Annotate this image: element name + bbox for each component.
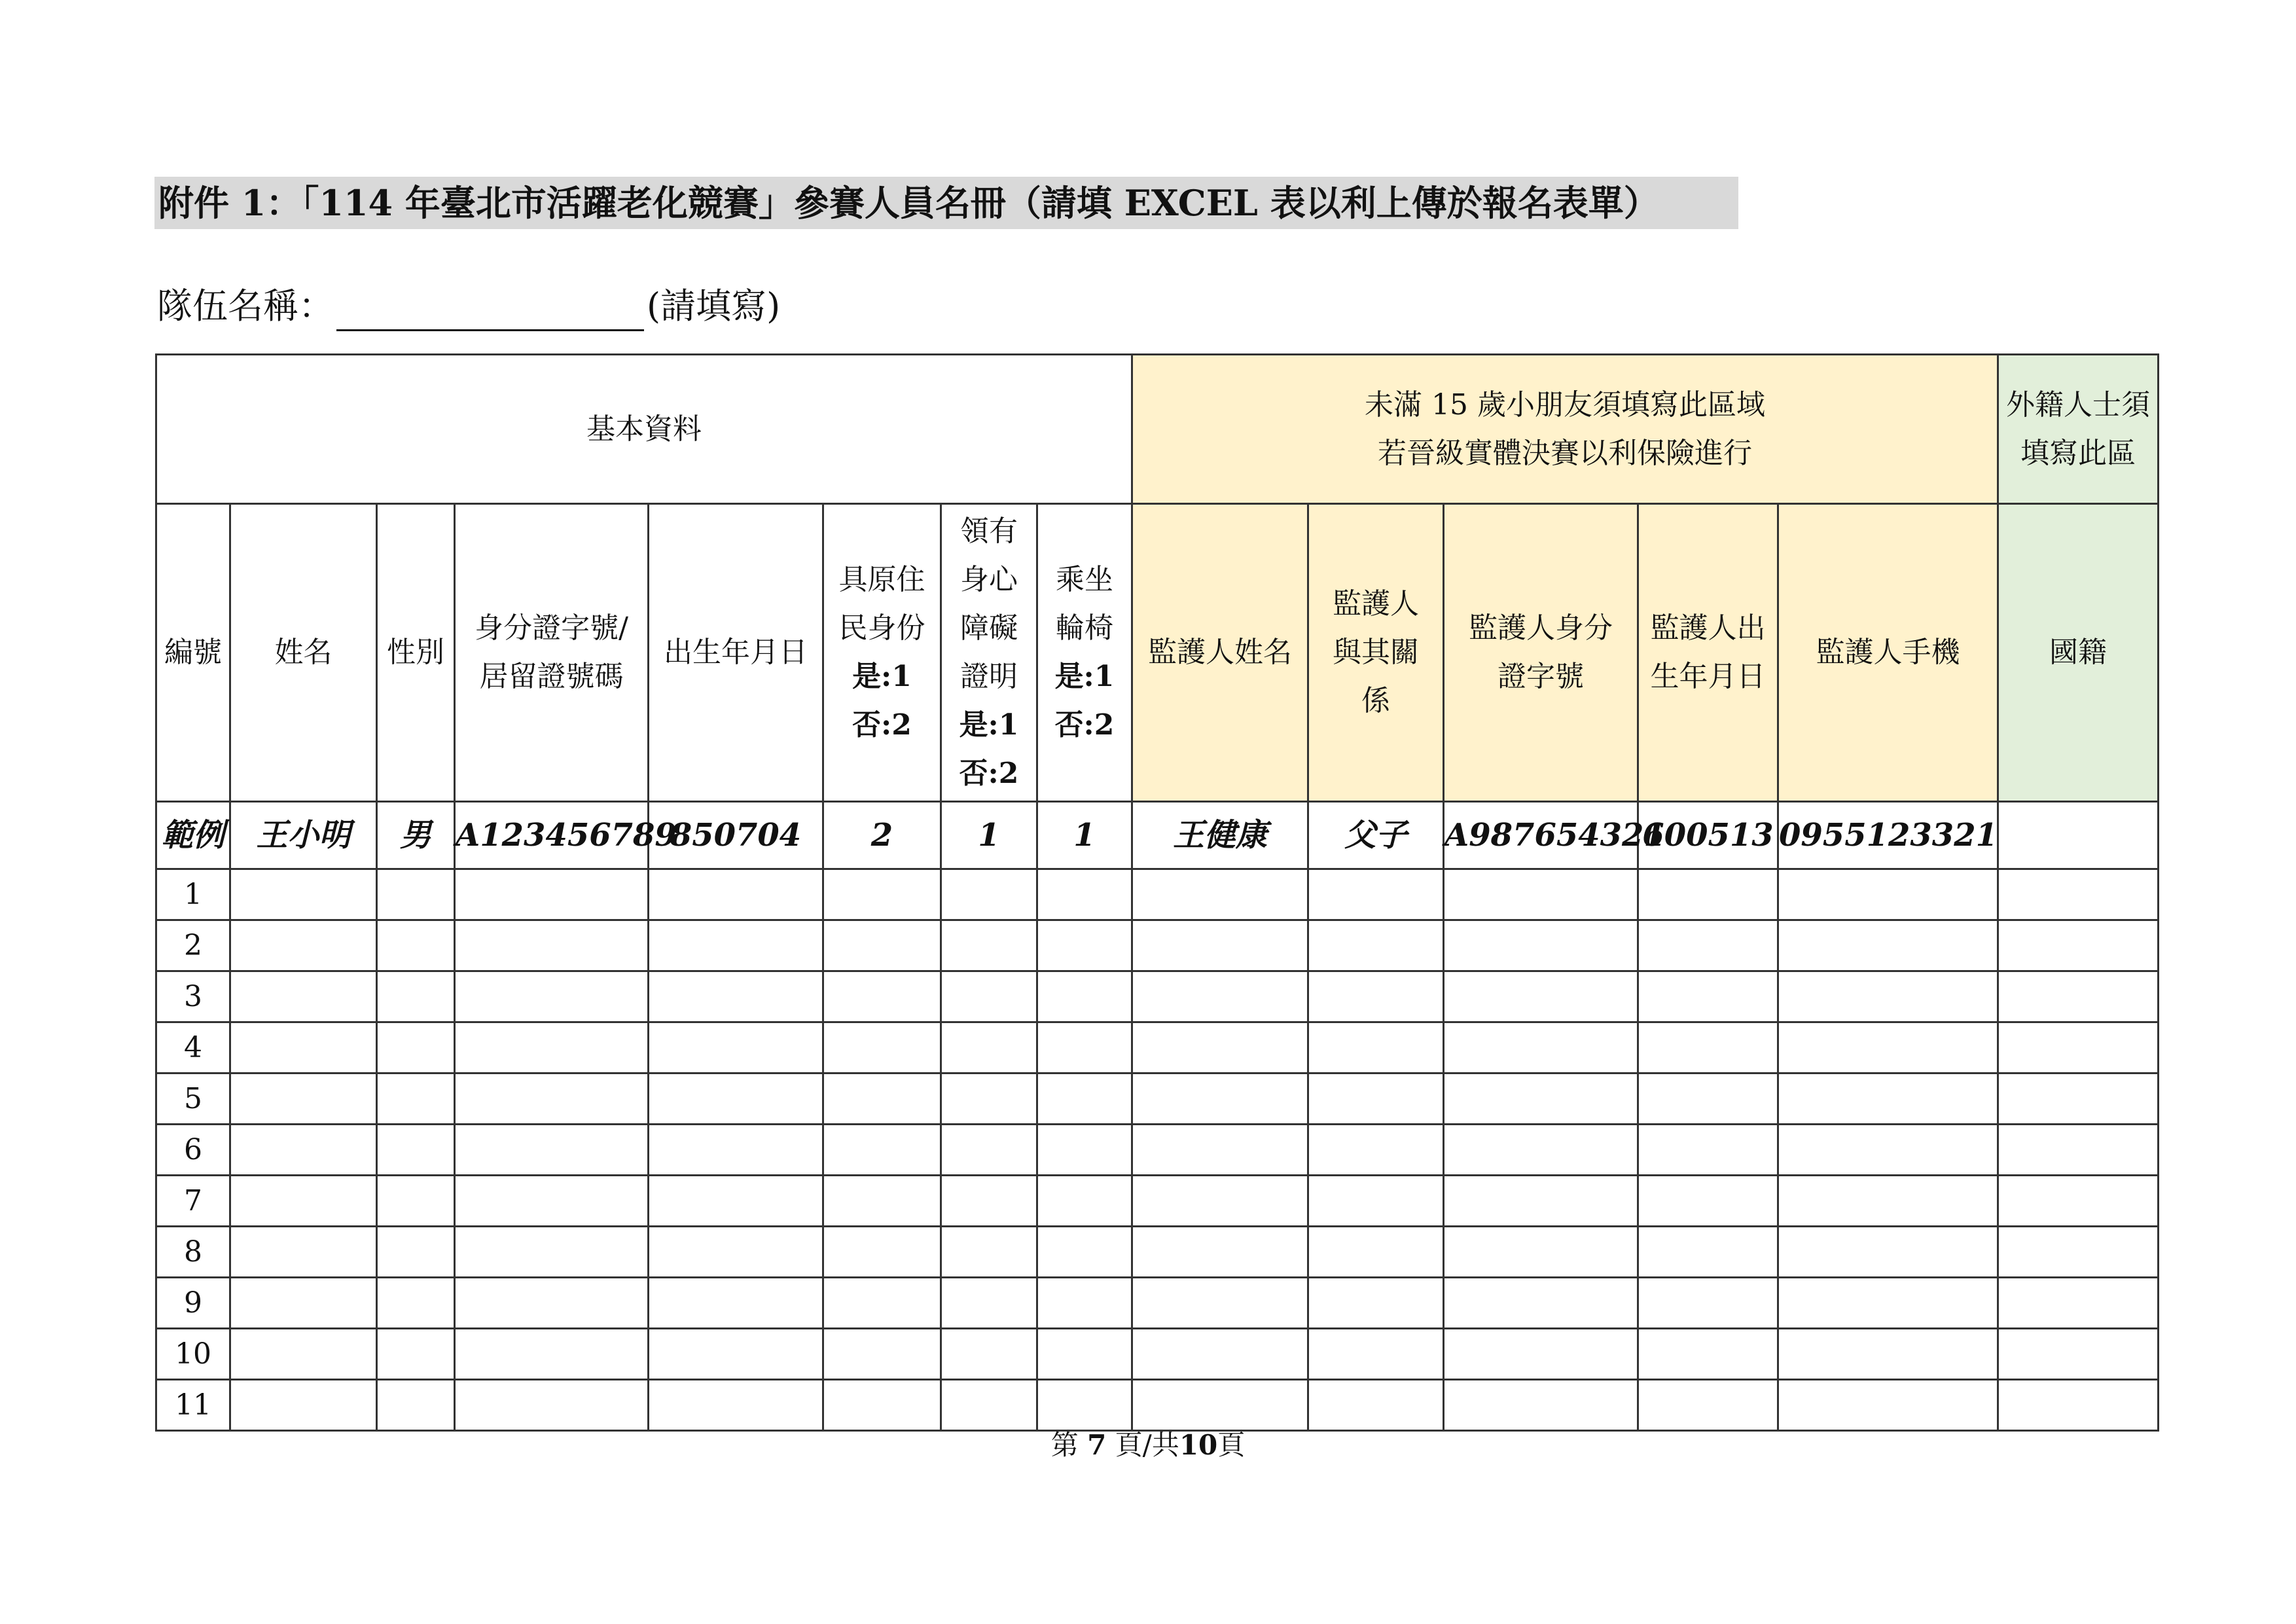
entry-cell[interactable] bbox=[649, 1176, 823, 1227]
entry-cell[interactable] bbox=[823, 1278, 941, 1329]
footer-middle: 頁/共 bbox=[1115, 1429, 1179, 1461]
entry-cell[interactable] bbox=[941, 1380, 1037, 1431]
entry-cell[interactable] bbox=[230, 920, 377, 971]
entry-cell[interactable] bbox=[1998, 971, 2159, 1022]
entry-cell[interactable] bbox=[1998, 1176, 2159, 1227]
entry-cell[interactable] bbox=[1132, 1329, 1308, 1380]
table-row bbox=[156, 971, 2159, 1022]
table-row bbox=[156, 1278, 2159, 1329]
entry-cell[interactable] bbox=[1037, 1176, 1132, 1227]
page-footer bbox=[0, 1426, 2296, 1465]
entry-cell[interactable] bbox=[377, 1278, 455, 1329]
entry-cell[interactable] bbox=[1778, 1125, 1998, 1176]
entry-cell[interactable] bbox=[377, 1125, 455, 1176]
entry-cell[interactable] bbox=[1308, 1278, 1444, 1329]
entry-cell[interactable] bbox=[649, 1329, 823, 1380]
entry-cell[interactable] bbox=[1444, 1125, 1638, 1176]
entry-cell[interactable] bbox=[823, 971, 941, 1022]
team-name-line bbox=[157, 281, 780, 331]
entry-cell[interactable] bbox=[1778, 1227, 1998, 1278]
example-name: 王小明 bbox=[230, 802, 377, 869]
row-number: 4 bbox=[156, 1022, 230, 1074]
group-header-row bbox=[156, 355, 2159, 504]
group-minor-line1: 未滿 15 歲小朋友須填寫此區域 bbox=[1365, 388, 1765, 422]
example-wheelchair: 1 bbox=[1037, 802, 1132, 869]
entry-cell[interactable] bbox=[1037, 1278, 1132, 1329]
entry-cell[interactable] bbox=[377, 869, 455, 920]
entry-cell[interactable] bbox=[1998, 920, 2159, 971]
entry-cell[interactable] bbox=[1638, 1278, 1778, 1329]
entry-cell[interactable] bbox=[1638, 1329, 1778, 1380]
entry-cell[interactable] bbox=[1444, 971, 1638, 1022]
entry-cell[interactable] bbox=[1037, 1227, 1132, 1278]
entry-cell[interactable] bbox=[1037, 869, 1132, 920]
entry-cell[interactable] bbox=[1998, 1125, 2159, 1176]
entry-cell[interactable] bbox=[1132, 869, 1308, 920]
entry-cell[interactable] bbox=[1998, 1074, 2159, 1125]
example-no: 範例 bbox=[156, 802, 230, 869]
group-minor bbox=[1132, 355, 1998, 504]
entry-cell[interactable] bbox=[1308, 869, 1444, 920]
col-birth: 出生年月日 bbox=[649, 504, 823, 802]
entry-cell[interactable] bbox=[230, 1329, 377, 1380]
table-row bbox=[156, 1380, 2159, 1431]
entry-cell[interactable] bbox=[1308, 920, 1444, 971]
col-wheelchair: 乘坐 輪椅 是:1 否:2 bbox=[1037, 504, 1132, 802]
col-guardian-id: 監護人身分 證字號 bbox=[1444, 504, 1638, 802]
entry-cell[interactable] bbox=[1778, 1278, 1998, 1329]
example-guardian-id: A987654321 bbox=[1444, 802, 1638, 869]
entry-cell[interactable] bbox=[230, 1380, 377, 1431]
entry-cell[interactable] bbox=[1132, 971, 1308, 1022]
entry-cell[interactable] bbox=[1132, 1380, 1308, 1431]
entry-cell[interactable] bbox=[377, 1074, 455, 1125]
entry-cell[interactable] bbox=[823, 1176, 941, 1227]
row-number: 11 bbox=[156, 1380, 230, 1431]
entry-cell[interactable] bbox=[1037, 1022, 1132, 1074]
entry-cell[interactable] bbox=[230, 1227, 377, 1278]
entry-cell[interactable] bbox=[455, 1380, 649, 1431]
row-number: 1 bbox=[156, 869, 230, 920]
entry-cell[interactable] bbox=[230, 1176, 377, 1227]
entry-cell[interactable] bbox=[1308, 1125, 1444, 1176]
entry-cell[interactable] bbox=[941, 1227, 1037, 1278]
entry-cell[interactable] bbox=[1778, 1380, 1998, 1431]
group-basic: 基本資料 bbox=[156, 355, 1132, 504]
example-row bbox=[156, 802, 2159, 869]
entry-cell[interactable] bbox=[649, 1380, 823, 1431]
entry-cell[interactable] bbox=[1308, 1022, 1444, 1074]
entry-cell[interactable] bbox=[1132, 1022, 1308, 1074]
col-gender: 性別 bbox=[377, 504, 455, 802]
table-row bbox=[156, 1227, 2159, 1278]
entry-cell[interactable] bbox=[455, 869, 649, 920]
entry-cell[interactable] bbox=[823, 1329, 941, 1380]
entry-cell[interactable] bbox=[1132, 1278, 1308, 1329]
entry-cell[interactable] bbox=[649, 1074, 823, 1125]
row-number: 5 bbox=[156, 1074, 230, 1125]
footer-page: 7 bbox=[1087, 1429, 1107, 1461]
entry-cell[interactable] bbox=[377, 1176, 455, 1227]
entry-cell[interactable] bbox=[1037, 1329, 1132, 1380]
example-id: A123456789 bbox=[455, 802, 649, 869]
footer-suffix: 頁 bbox=[1217, 1429, 1246, 1461]
entry-cell[interactable] bbox=[230, 1278, 377, 1329]
document-title: 附件 1：「114 年臺北市活躍老化競賽」參賽人員名冊（請填 EXCEL 表以利上傳於報名表單） bbox=[154, 177, 1738, 229]
entry-cell[interactable] bbox=[1998, 1278, 2159, 1329]
roster-table bbox=[155, 353, 2159, 1432]
entry-cell[interactable] bbox=[455, 1074, 649, 1125]
example-guardian-relation: 父子 bbox=[1308, 802, 1444, 869]
entry-cell[interactable] bbox=[1037, 1074, 1132, 1125]
table-row bbox=[156, 869, 2159, 920]
entry-cell[interactable] bbox=[1444, 1022, 1638, 1074]
entry-cell[interactable] bbox=[455, 1125, 649, 1176]
entry-cell[interactable] bbox=[823, 920, 941, 971]
example-birth: 850704 bbox=[649, 802, 823, 869]
entry-cell[interactable] bbox=[455, 971, 649, 1022]
entry-cell[interactable] bbox=[649, 1278, 823, 1329]
entry-cell[interactable] bbox=[1638, 1125, 1778, 1176]
entry-cell[interactable] bbox=[1308, 1329, 1444, 1380]
entry-cell[interactable] bbox=[1308, 1074, 1444, 1125]
entry-cell[interactable] bbox=[1778, 869, 1998, 920]
example-nationality bbox=[1998, 802, 2159, 869]
entry-cell[interactable] bbox=[1638, 1227, 1778, 1278]
entry-cell[interactable] bbox=[941, 1022, 1037, 1074]
row-number: 9 bbox=[156, 1278, 230, 1329]
col-disability: 領有 身心 障礙 證明 是:1 否:2 bbox=[941, 504, 1037, 802]
entry-cell[interactable] bbox=[377, 1380, 455, 1431]
entry-cell[interactable] bbox=[1638, 1022, 1778, 1074]
entry-cell[interactable] bbox=[377, 1329, 455, 1380]
table-row bbox=[156, 1022, 2159, 1074]
row-number: 10 bbox=[156, 1329, 230, 1380]
entry-cell[interactable] bbox=[649, 920, 823, 971]
row-number: 6 bbox=[156, 1125, 230, 1176]
entry-cell[interactable] bbox=[1132, 1125, 1308, 1176]
entry-cell[interactable] bbox=[1998, 1380, 2159, 1431]
row-number: 3 bbox=[156, 971, 230, 1022]
entry-cell[interactable] bbox=[1132, 1074, 1308, 1125]
entry-cell[interactable] bbox=[1778, 920, 1998, 971]
entry-cell[interactable] bbox=[1308, 1176, 1444, 1227]
entry-cell[interactable] bbox=[941, 1074, 1037, 1125]
table-row bbox=[156, 1176, 2159, 1227]
entry-rows bbox=[156, 869, 2159, 1431]
entry-cell[interactable] bbox=[823, 1125, 941, 1176]
entry-cell[interactable] bbox=[823, 869, 941, 920]
entry-cell[interactable] bbox=[823, 1074, 941, 1125]
entry-cell[interactable] bbox=[649, 971, 823, 1022]
row-number: 2 bbox=[156, 920, 230, 971]
entry-cell[interactable] bbox=[377, 920, 455, 971]
team-name-label: 隊伍名稱： bbox=[157, 285, 334, 327]
entry-cell[interactable] bbox=[1778, 1022, 1998, 1074]
entry-cell[interactable] bbox=[230, 1125, 377, 1176]
entry-cell[interactable] bbox=[941, 869, 1037, 920]
entry-cell[interactable] bbox=[230, 869, 377, 920]
entry-cell[interactable] bbox=[455, 1278, 649, 1329]
entry-cell[interactable] bbox=[1444, 1278, 1638, 1329]
entry-cell[interactable] bbox=[1308, 1380, 1444, 1431]
entry-cell[interactable] bbox=[823, 1227, 941, 1278]
col-no: 編號 bbox=[156, 504, 230, 802]
entry-cell[interactable] bbox=[1132, 1176, 1308, 1227]
entry-cell[interactable] bbox=[941, 1176, 1037, 1227]
entry-cell[interactable] bbox=[1638, 920, 1778, 971]
entry-cell[interactable] bbox=[823, 1380, 941, 1431]
entry-cell[interactable] bbox=[1998, 1329, 2159, 1380]
entry-cell[interactable] bbox=[1444, 1176, 1638, 1227]
entry-cell[interactable] bbox=[941, 1329, 1037, 1380]
entry-cell[interactable] bbox=[1778, 1074, 1998, 1125]
entry-cell[interactable] bbox=[1444, 1380, 1638, 1431]
entry-cell[interactable] bbox=[1638, 1380, 1778, 1431]
entry-cell[interactable] bbox=[455, 1176, 649, 1227]
entry-cell[interactable] bbox=[377, 1227, 455, 1278]
entry-cell[interactable] bbox=[1037, 1125, 1132, 1176]
row-number: 8 bbox=[156, 1227, 230, 1278]
entry-cell[interactable] bbox=[1308, 971, 1444, 1022]
example-disability: 1 bbox=[941, 802, 1037, 869]
entry-cell[interactable] bbox=[1778, 1329, 1998, 1380]
table-row bbox=[156, 1074, 2159, 1125]
footer-total: 10 bbox=[1179, 1429, 1218, 1461]
example-guardian-birth: 600513 bbox=[1638, 802, 1778, 869]
entry-cell[interactable] bbox=[230, 971, 377, 1022]
team-name-blank[interactable] bbox=[336, 293, 644, 331]
entry-cell[interactable] bbox=[941, 1278, 1037, 1329]
entry-cell[interactable] bbox=[941, 1125, 1037, 1176]
entry-cell[interactable] bbox=[1037, 971, 1132, 1022]
entry-cell[interactable] bbox=[649, 1125, 823, 1176]
example-indigenous: 2 bbox=[823, 802, 941, 869]
col-guardian-name: 監護人姓名 bbox=[1132, 504, 1308, 802]
entry-cell[interactable] bbox=[1638, 869, 1778, 920]
entry-cell[interactable] bbox=[1132, 1227, 1308, 1278]
entry-cell[interactable] bbox=[1998, 869, 2159, 920]
entry-cell[interactable] bbox=[1132, 920, 1308, 971]
entry-cell[interactable] bbox=[1308, 1227, 1444, 1278]
group-minor-line2: 若晉級實體決賽以利保險進行 bbox=[1378, 436, 1753, 470]
table-row bbox=[156, 1329, 2159, 1380]
team-name-hint: (請填寫) bbox=[647, 285, 781, 327]
entry-cell[interactable] bbox=[455, 920, 649, 971]
entry-cell[interactable] bbox=[649, 1022, 823, 1074]
entry-cell[interactable] bbox=[649, 1227, 823, 1278]
entry-cell[interactable] bbox=[1638, 1074, 1778, 1125]
col-guardian-birth: 監護人出 生年月日 bbox=[1638, 504, 1778, 802]
entry-cell[interactable] bbox=[941, 971, 1037, 1022]
entry-cell[interactable] bbox=[941, 920, 1037, 971]
table-row bbox=[156, 1125, 2159, 1176]
table-row bbox=[156, 920, 2159, 971]
footer-prefix: 第 bbox=[1050, 1429, 1079, 1461]
entry-cell[interactable] bbox=[1444, 1329, 1638, 1380]
entry-cell[interactable] bbox=[823, 1022, 941, 1074]
entry-cell[interactable] bbox=[1444, 920, 1638, 971]
col-name: 姓名 bbox=[230, 504, 377, 802]
entry-cell[interactable] bbox=[1444, 1074, 1638, 1125]
example-gender: 男 bbox=[377, 802, 455, 869]
entry-cell[interactable] bbox=[1998, 1022, 2159, 1074]
col-indigenous: 具原住 民身份 是:1 否:2 bbox=[823, 504, 941, 802]
entry-cell[interactable] bbox=[1998, 1227, 2159, 1278]
entry-cell[interactable] bbox=[377, 1022, 455, 1074]
col-nationality: 國籍 bbox=[1998, 504, 2159, 802]
entry-cell[interactable] bbox=[1778, 971, 1998, 1022]
entry-cell[interactable] bbox=[455, 1022, 649, 1074]
entry-cell[interactable] bbox=[1778, 1176, 1998, 1227]
entry-cell[interactable] bbox=[1638, 971, 1778, 1022]
entry-cell[interactable] bbox=[1037, 1380, 1132, 1431]
entry-cell[interactable] bbox=[230, 1022, 377, 1074]
entry-cell[interactable] bbox=[455, 1227, 649, 1278]
row-number: 7 bbox=[156, 1176, 230, 1227]
col-id: 身分證字號/ 居留證號碼 bbox=[455, 504, 649, 802]
entry-cell[interactable] bbox=[649, 869, 823, 920]
entry-cell[interactable] bbox=[1037, 920, 1132, 971]
entry-cell[interactable] bbox=[1444, 1227, 1638, 1278]
entry-cell[interactable] bbox=[377, 971, 455, 1022]
entry-cell[interactable] bbox=[455, 1329, 649, 1380]
entry-cell[interactable] bbox=[1638, 1176, 1778, 1227]
group-foreign: 外籍人士須填寫此區 bbox=[1998, 355, 2159, 504]
entry-cell[interactable] bbox=[1444, 869, 1638, 920]
col-guardian-phone: 監護人手機 bbox=[1778, 504, 1998, 802]
entry-cell[interactable] bbox=[230, 1074, 377, 1125]
col-guardian-relation: 監護人 與其關 係 bbox=[1308, 504, 1444, 802]
example-guardian-phone: 0955123321 bbox=[1778, 802, 1998, 869]
column-header-row bbox=[156, 504, 2159, 802]
example-guardian-name: 王健康 bbox=[1132, 802, 1308, 869]
